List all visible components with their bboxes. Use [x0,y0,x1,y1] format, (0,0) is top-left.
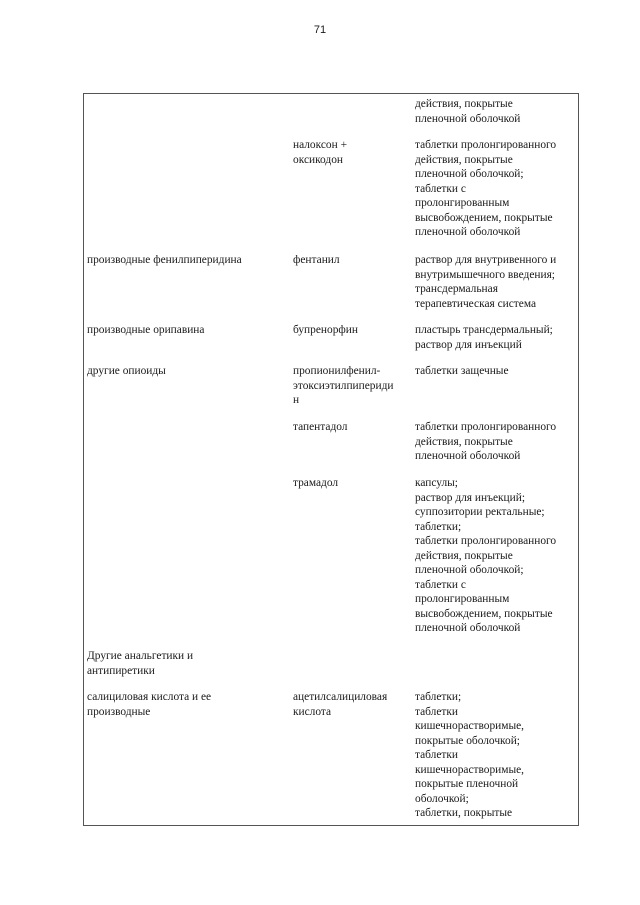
row-5-forms: таблетки пролонгированного действия, покрытые пленочной оболочкой [415,421,557,462]
row-3-forms: пластырь трансдермальный; раствор для инъекций [415,324,553,351]
row-3-substance: бупренорфин [293,324,358,336]
row-0-forms: действия, покрытые пленочной оболочкой [415,98,521,125]
row-8-substance: ацетилсалициловая кислота [293,691,388,718]
row-8-group: салициловая кислота и ее производные [87,691,212,718]
row-2-forms: раствор для внутривенного и внутримышечного введения; трансдермальная терапевтическая система [415,254,557,310]
row-2-group: производные фенилпиперидина [87,254,242,266]
row-7-group: Другие анальгетики и антипиретики [87,650,194,677]
page-number: 71 [313,24,327,36]
row-8-forms: таблетки; таблетки кишечнорастворимые, покрытые оболочкой; таблетки кишечнорастворимые, покрытые пленочной оболочкой; таблетки, покрытые [415,691,525,819]
row-4-forms: таблетки защечные [415,365,509,377]
row-1-forms: таблетки пролонгированного действия, покрытые пленочной оболочкой; таблетки с пролонгированным высвобождением, покрытые пленочной оболочкой [415,139,557,238]
row-6-substance: трамадол [293,477,339,489]
row-2-substance: фентанил [293,254,340,266]
row-6-forms: капсулы; раствор для инъекций; суппозитории ректальные; таблетки; таблетки пролонгированного действия, покрытые пленочной оболочкой; таблетки с пролонгированным высвобождением, покрытые пленочной оболочкой [415,477,557,634]
row-5-substance: тапентадол [293,421,348,433]
row-1-substance: налоксон + оксикодон [293,139,347,166]
row-4-substance: пропионилфенил- этоксиэтилпипериди н [293,365,394,406]
row-3-group: производные орипавина [87,324,205,336]
row-4-group: другие опиоиды [87,365,166,377]
